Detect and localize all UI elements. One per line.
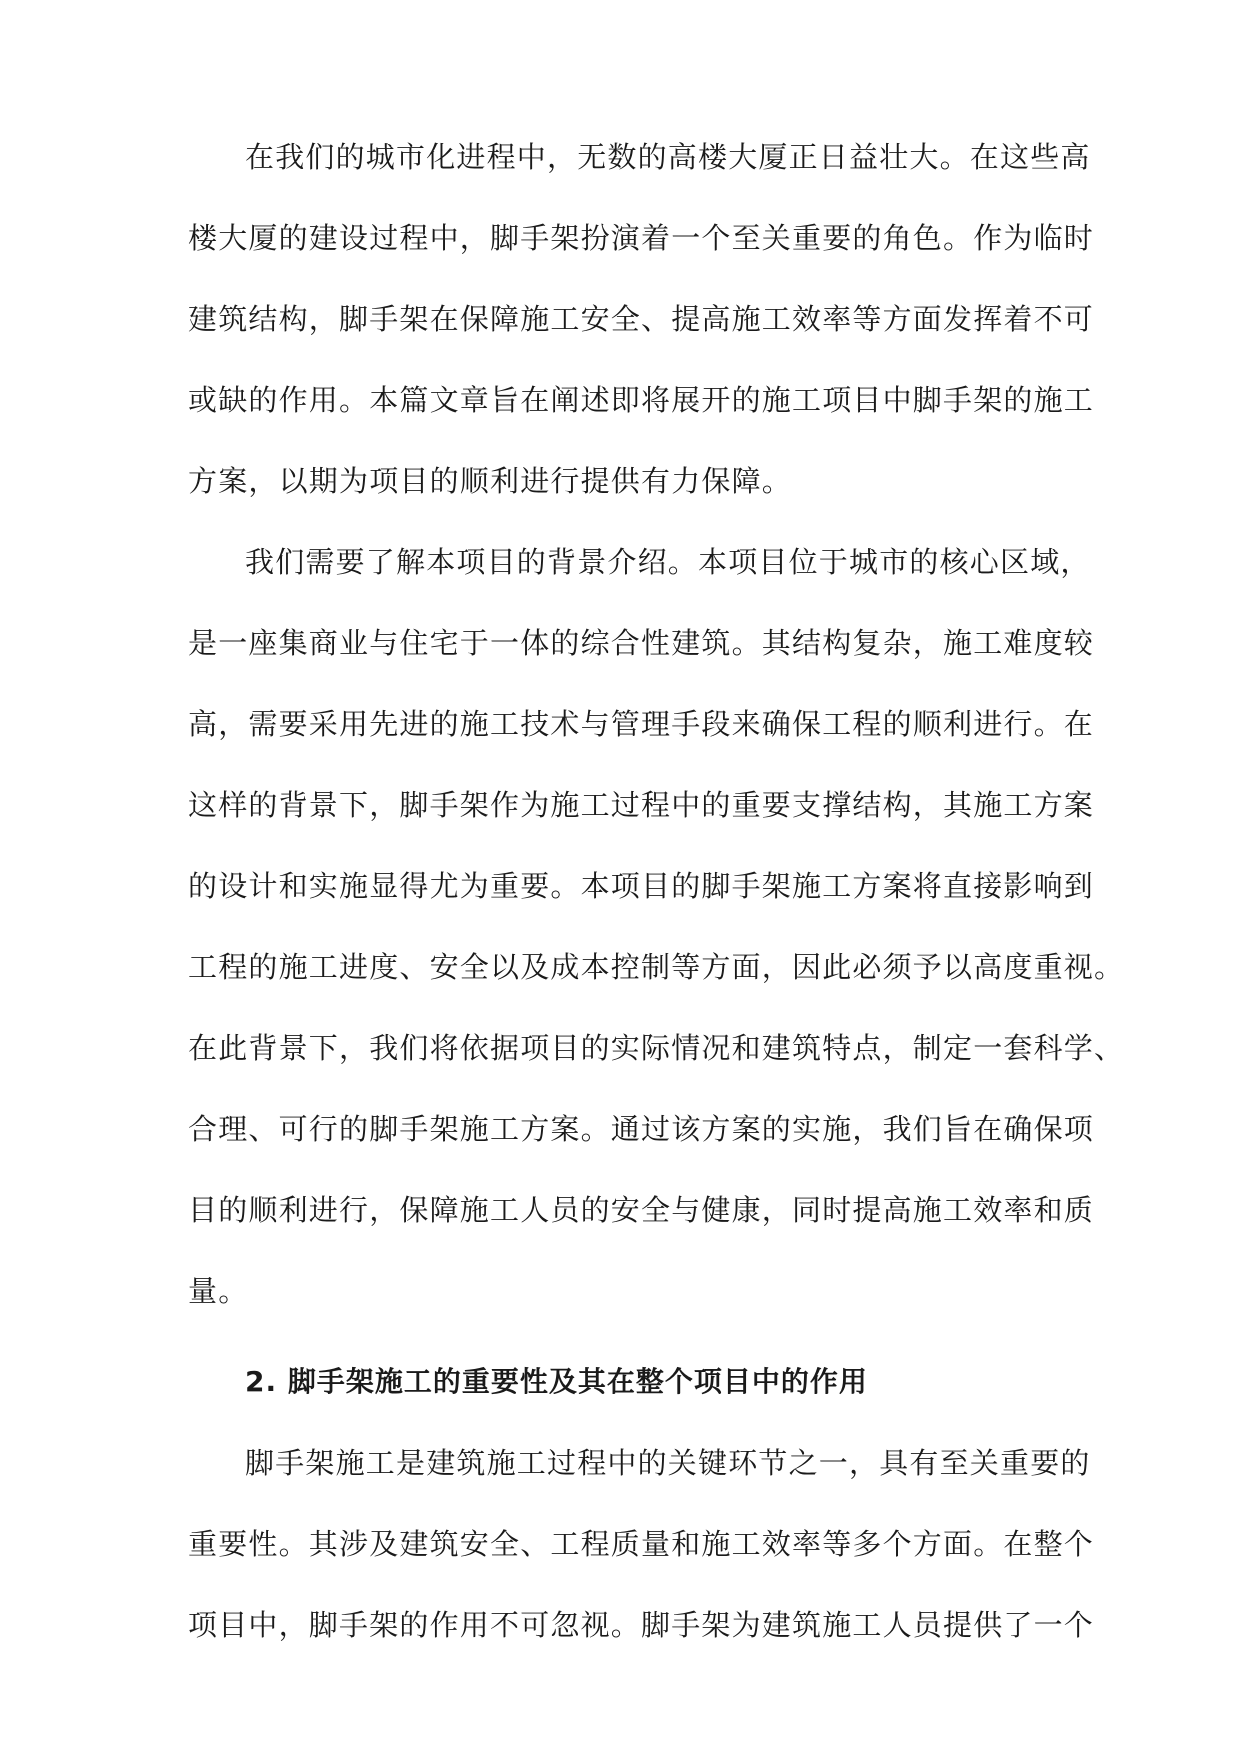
paragraph-1-line-2: 楼大厦的建设过程中，脚手架扮演着一个至关重要的角色。作为临时 <box>188 221 1095 255</box>
paragraph-1-line-5: 方案，以期为项目的顺利进行提供有力保障。 <box>188 464 793 498</box>
paragraph-1-line-1: 在我们的城市化进程中，无数的高楼大厦正日益壮大。在这些高 <box>245 140 1091 174</box>
paragraph-2-line-4: 这样的背景下，脚手架作为施工过程中的重要支撑结构，其施工方案 <box>188 788 1095 822</box>
paragraph-2-line-7: 在此背景下，我们将依据项目的实际情况和建筑特点，制定一套科学、 <box>188 1031 1125 1065</box>
paragraph-2-line-5: 的设计和实施显得尤为重要。本项目的脚手架施工方案将直接影响到 <box>188 869 1095 903</box>
paragraph-2-line-9: 目的顺利进行，保障施工人员的安全与健康，同时提高施工效率和质 <box>188 1193 1095 1227</box>
paragraph-2-line-10: 量。 <box>188 1274 249 1308</box>
paragraph-2-line-2: 是一座集商业与住宅于一体的综合性建筑。其结构复杂，施工难度较 <box>188 626 1095 660</box>
paragraph-2-line-8: 合理、可行的脚手架施工方案。通过该方案的实施，我们旨在确保项 <box>188 1112 1095 1146</box>
section-heading: 2. 脚手架施工的重要性及其在整个项目中的作用 <box>245 1365 868 1398</box>
paragraph-1-line-4: 或缺的作用。本篇文章旨在阐述即将展开的施工项目中脚手架的施工 <box>188 383 1095 417</box>
paragraph-3-line-3: 项目中，脚手架的作用不可忽视。脚手架为建筑施工人员提供了一个 <box>188 1608 1095 1642</box>
paragraph-3-line-1: 脚手架施工是建筑施工过程中的关键环节之一，具有至关重要的 <box>245 1446 1091 1480</box>
paragraph-2-line-6: 工程的施工进度、安全以及成本控制等方面，因此必须予以高度重视。 <box>188 950 1125 984</box>
paragraph-1-line-3: 建筑结构，脚手架在保障施工安全、提高施工效率等方面发挥着不可 <box>188 302 1095 336</box>
paragraph-3-line-2: 重要性。其涉及建筑安全、工程质量和施工效率等多个方面。在整个 <box>188 1527 1095 1561</box>
paragraph-2-line-3: 高，需要采用先进的施工技术与管理手段来确保工程的顺利进行。在 <box>188 707 1095 741</box>
paragraph-2-line-1: 我们需要了解本项目的背景介绍。本项目位于城市的核心区域， <box>245 545 1091 579</box>
